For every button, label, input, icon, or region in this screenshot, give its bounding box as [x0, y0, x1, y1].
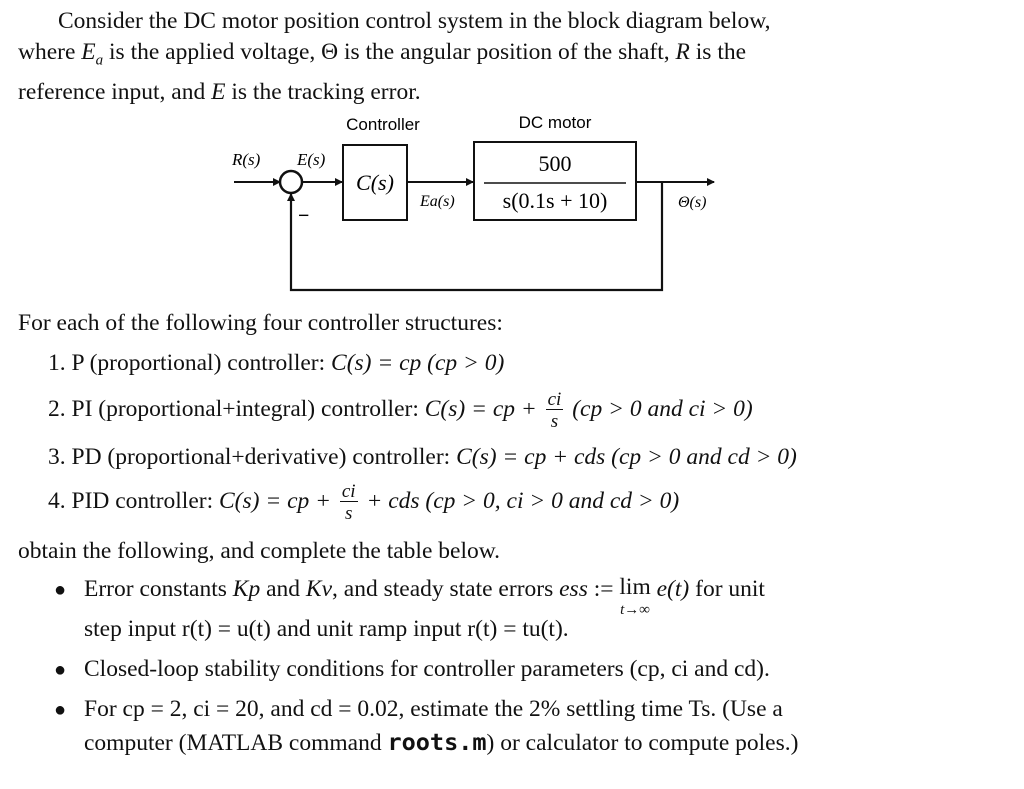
list-item — [48, 390, 753, 431]
bullet-item — [54, 576, 765, 618]
bullet-text: Closed-loop stability conditions for controller parameters (cp, ci and cd). — [84, 656, 770, 682]
limit — [619, 576, 650, 618]
item-number: 3. — [48, 444, 66, 470]
bullet-text: Error constants — [84, 576, 233, 602]
intro-text: is the applied voltage, Θ is the angular position of the shaft, — [103, 39, 676, 65]
lead-sentence: For each of the following four controller structures: — [18, 310, 503, 336]
motor-title: DC motor — [518, 113, 592, 132]
list-item — [48, 444, 797, 471]
summing-junction — [280, 171, 302, 193]
bullet-continuation: step input r(t) = u(t) and unit ramp input r(t) = tu(t). — [84, 616, 569, 642]
voltage-label: Ea(s) — [420, 193, 455, 210]
item-formula: C(s) = cp (cp > 0) — [331, 350, 505, 376]
fraction-denominator: s — [345, 503, 353, 524]
bullet-text: , and steady state errors — [332, 576, 560, 602]
item-formula: + cds (cp > 0, ci > 0 and cd > 0) — [360, 487, 680, 514]
motor-denominator: s(0.1s + 10) — [502, 188, 608, 213]
motor-numerator: 500 — [538, 151, 572, 176]
item-number: 4. — [48, 487, 66, 514]
list-item — [48, 350, 504, 377]
bullet-text: For cp = 2, ci = 20, and cd = 0.02, estimate the 2% settling time Ts. (Use a — [84, 696, 783, 722]
bullet-text: computer (MATLAB command — [84, 730, 388, 756]
fraction-numerator: ci — [547, 389, 562, 410]
intro-text: is the — [689, 39, 747, 65]
fraction — [546, 390, 564, 431]
bullet-text: for unit — [689, 576, 765, 602]
output-label: Θ(s) — [678, 194, 707, 211]
fraction — [340, 482, 358, 523]
item-text: PD (proportional+derivative) controller: — [71, 444, 457, 470]
bullet-text: and — [260, 576, 306, 602]
intro-text: is the tracking error. — [225, 78, 421, 105]
intro-paragraph — [18, 6, 1008, 108]
bullet-item — [54, 696, 783, 723]
fraction-numerator: ci — [341, 481, 356, 502]
intro-line-2 — [18, 37, 1008, 77]
controller-block-label: C(s) — [356, 170, 394, 195]
bullet-text: := — [587, 576, 620, 602]
fraction-denominator: s — [550, 411, 559, 432]
item-number: 2. — [48, 395, 66, 422]
bullet-icon: ● — [54, 579, 67, 601]
code-roots: roots.m — [387, 728, 487, 756]
var-E: E — [211, 78, 226, 105]
feedback-sign: − — [298, 205, 310, 227]
block-diagram — [222, 108, 722, 298]
intro-line-3 — [18, 77, 1008, 108]
bullet-text: ) or calculator to compute poles.) — [486, 730, 799, 756]
var-R: R — [675, 39, 690, 65]
item-text: PID controller: — [71, 487, 219, 514]
intro-text: reference input, and — [18, 78, 212, 105]
var-Ea: E — [81, 39, 96, 65]
intro-text: where — [18, 39, 82, 65]
var-ess: ess — [559, 576, 588, 602]
limit-word: lim — [619, 574, 651, 600]
obtain-sentence: obtain the following, and complete the table below. — [18, 538, 501, 564]
var-Kv: Kv — [305, 576, 333, 602]
item-formula: C(s) = cp + — [424, 395, 543, 422]
item-formula: (cp > 0 and ci > 0) — [566, 395, 753, 422]
item-formula: C(s) = cp + — [219, 487, 337, 514]
item-formula: C(s) = cp + cds (cp > 0 and cd > 0) — [456, 444, 797, 470]
var-Ea-sub: a — [95, 52, 104, 69]
item-number: 1. — [48, 350, 66, 376]
item-text: P (proportional) controller: — [71, 350, 332, 376]
limit-subscript: t→∞ — [620, 601, 651, 618]
bullet-item — [54, 656, 770, 683]
error-label: E(s) — [297, 150, 326, 169]
var-Kp: Kp — [232, 576, 261, 602]
controller-title: Controller — [346, 115, 420, 134]
input-label: R(s) — [232, 150, 261, 169]
bullet-icon: ● — [54, 659, 67, 681]
bullet-icon: ● — [54, 699, 67, 721]
var-et: e(t) — [650, 576, 690, 602]
bullet-continuation — [84, 728, 798, 757]
intro-line-1: Consider the DC motor position control system in the block diagram below, — [58, 8, 771, 34]
list-item — [48, 482, 679, 523]
item-text: PI (proportional+integral) controller: — [71, 395, 425, 422]
